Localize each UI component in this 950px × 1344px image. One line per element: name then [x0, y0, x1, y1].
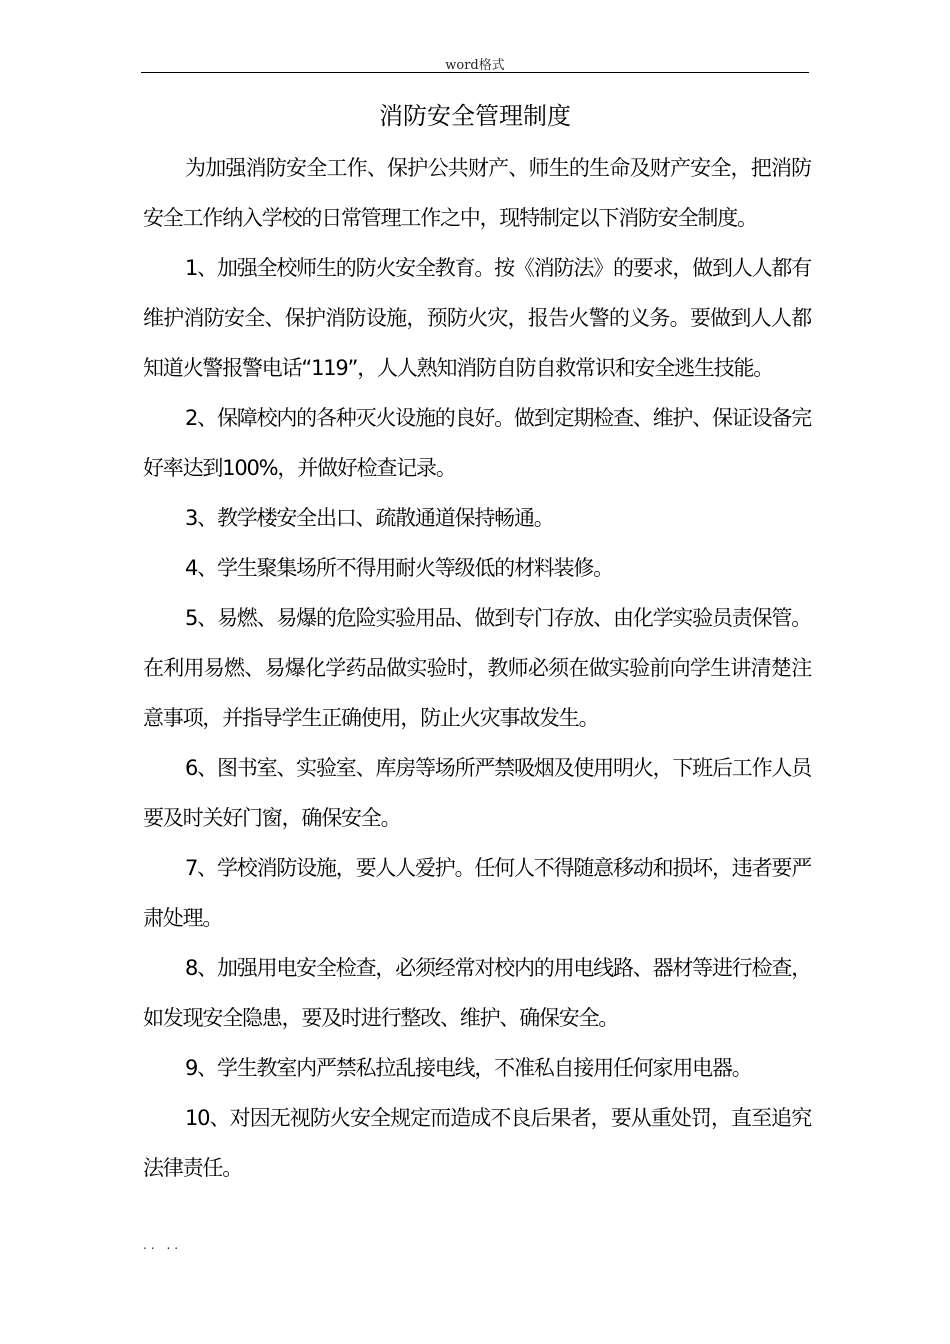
rule-paragraph-7: 7、学校消防设施，要人人爱护。任何人不得随意移动和损坏，违者要严肃处理。	[143, 856, 811, 930]
page-header-label: word格式	[445, 58, 505, 73]
document-title: 消防安全管理制度	[379, 102, 571, 130]
rule-paragraph-1: 1、加强全校师生的防火安全教育。按《消防法》的要求，做到人人都有维护消防安全、保护消防设施，预防火灾，报告火警的义务。要做到人人都知道火警报警电话“119”，人人熟知消防自防自救常识和安全逃生技能。	[143, 256, 811, 380]
footer-dots: .. ..	[143, 1238, 183, 1252]
rule-paragraph-3: 3、教学楼安全出口、疏散通道保持畅通。	[185, 506, 554, 530]
document-body	[143, 143, 811, 1193]
header-divider	[141, 72, 809, 73]
rule-paragraph-6: 6、图书室、实验室、库房等场所严禁吸烟及使用明火，下班后工作人员要及时关好门窗，确保安全。	[143, 756, 811, 830]
rule-paragraph-4: 4、学生聚集场所不得用耐火等级低的材料装修。	[185, 556, 613, 580]
rule-paragraph-5: 5、易燃、易爆的危险实验用品、做到专门存放、由化学实验员责保管。在利用易燃、易爆化学药品做实验时，教师必须在做实验前向学生讲清楚注意事项，并指导学生正确使用，防止火灾事故发生。	[143, 606, 811, 730]
rule-paragraph-9: 9、学生教室内严禁私拉乱接电线，不准私自接用任何家用电器。	[185, 1056, 752, 1080]
intro-paragraph: 为加强消防安全工作、保护公共财产、师生的生命及财产安全，把消防安全工作纳入学校的日常管理工作之中，现特制定以下消防安全制度。	[143, 156, 811, 230]
rule-paragraph-8: 8、加强用电安全检查，必须经常对校内的用电线路、器材等进行检查，如发现安全隐患，要及时进行整改、维护、确保安全。	[143, 956, 811, 1030]
rule-paragraph-10: 10、对因无视防火安全规定而造成不良后果者，要从重处罚，直至追究法律责任。	[143, 1106, 811, 1180]
rule-paragraph-2: 2、保障校内的各种灭火设施的良好。做到定期检查、维护、保证设备完好率达到100%，并做好检查记录。	[143, 406, 811, 480]
